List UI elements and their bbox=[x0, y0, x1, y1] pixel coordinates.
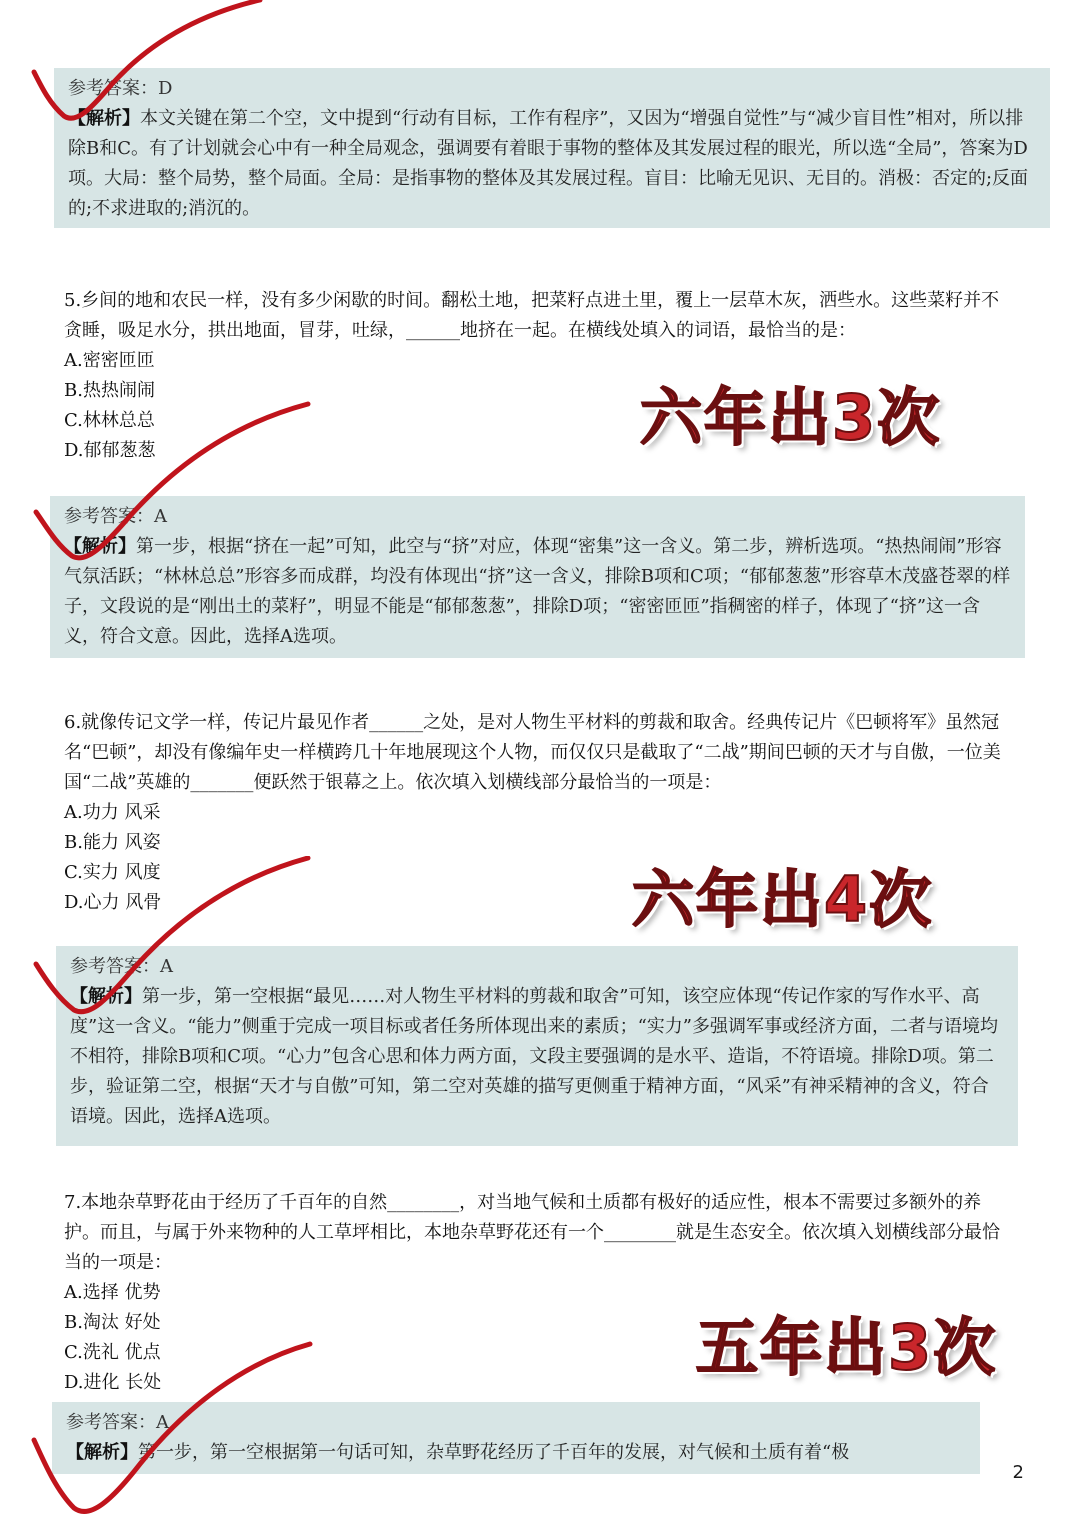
analysis-tag: 【解析】 bbox=[66, 1442, 138, 1463]
analysis-text bbox=[68, 104, 1036, 224]
frequency-stamp: 六年出3次 bbox=[640, 381, 942, 454]
analysis-text bbox=[66, 1438, 966, 1468]
analysis-body: 本文关键在第二个空，文中提到“行动有目标，工作有程序”，又因为“增强自觉性”与“减少盲目性”相对，所以排除B和C。有了计划就会心中有一种全局观念，强调要有着眼于事物的整体及其发展过程的眼光，所以选“全局”，答案为D项。大局：整个局势，整个局面。全局：是指事物的整体及其发展过程。盲目：比喻无见识、无目的。消极：否定的;反面的;不求进取的;消沉的。 bbox=[68, 108, 1029, 219]
analysis-body: 第一步，根据“挤在一起”可知，此空与“挤”对应，体现“密集”这一含义。第二步，辨析选项。“热热闹闹”形容气氛活跃；“林林总总”形容多而成群，均没有体现出“挤”这一含义，排除B项和C项；“郁郁葱葱”形容草木茂盛苍翠的样子，文段说的是“刚出土的菜籽”，明显不能是“郁郁葱葱”，排除D项；“密密匝匝”指稠密的样子，体现了“挤”这一含义，符合文意。因此，选择A选项。 bbox=[64, 536, 1011, 647]
reference-answer: 参考答案：D bbox=[68, 78, 173, 99]
frequency-stamp: 六年出4次 bbox=[632, 863, 934, 936]
analysis-text bbox=[70, 982, 1004, 1132]
analysis-body: 第一步，第一空根据第一句话可知，杂草野花经历了千百年的发展，对气候和土质有着“极 bbox=[138, 1442, 850, 1463]
option-b: B.能力 风姿 bbox=[64, 832, 161, 853]
answer-box-prev bbox=[54, 68, 1050, 228]
option-d: D.心力 风骨 bbox=[64, 892, 162, 913]
reference-answer: 参考答案：A bbox=[70, 956, 173, 977]
answer-box-7 bbox=[52, 1402, 980, 1474]
option-c: C.林林总总 bbox=[64, 410, 155, 431]
reference-answer: 参考答案：A bbox=[66, 1412, 169, 1433]
page-number: 2 bbox=[1012, 1462, 1024, 1483]
option-c: C.洗礼 优点 bbox=[64, 1342, 161, 1363]
option-a: A.选择 优势 bbox=[64, 1282, 161, 1303]
option-a: A.密密匝匝 bbox=[64, 350, 155, 371]
analysis-body: 第一步，第一空根据“最见……对人物生平材料的剪裁和取舍”可知，该空应体现“传记作家的写作水平、高度”这一含义。“能力”侧重于完成一项目标或者任务所体现出来的素质；“实力”多强调军事或经济方面，二者与语境均不相符，排除B项和C项。“心力”包含心思和体力两方面，文段主要强调的是水平、造诣，不符语境。排除D项。第二步，验证第二空，根据“天才与自傲”可知，第二空对英雄的描写更侧重于精神方面，“风采”有神采精神的含义，符合语境。因此，选择A选项。 bbox=[70, 986, 999, 1127]
frequency-stamp: 五年出3次 bbox=[696, 1311, 998, 1384]
analysis-tag: 【解析】 bbox=[68, 108, 140, 129]
option-d: D.郁郁葱葱 bbox=[64, 440, 156, 461]
answer-box-5 bbox=[50, 496, 1025, 658]
reference-answer: 参考答案：A bbox=[64, 506, 167, 527]
option-b: B.热热闹闹 bbox=[64, 380, 155, 401]
option-b: B.淘汰 好处 bbox=[64, 1312, 161, 1333]
question-stem: 5.乡间的地和农民一样，没有多少闲歇的时间。翻松土地，把菜籽点进土里，覆上一层草木灰，洒些水。这些菜籽并不贪睡，吸足水分，拱出地面，冒芽，吐绿，______地挤在一起。在横线处填入的词语，最恰当的是： bbox=[64, 290, 1000, 341]
option-a: A.功力 风采 bbox=[64, 802, 161, 823]
analysis-text bbox=[64, 532, 1011, 652]
analysis-tag: 【解析】 bbox=[70, 986, 142, 1007]
answer-box-6 bbox=[56, 946, 1018, 1146]
option-c: C.实力 风度 bbox=[64, 862, 161, 883]
question-stem: 7.本地杂草野花由于经历了千百年的自然________，对当地气候和土质都有极好的适应性，根本不需要过多额外的养护。而且，与属于外来物种的人工草坪相比，本地杂草野花还有一个________就是生态安全。依次填入划横线部分最恰当的一项是： bbox=[64, 1192, 1000, 1273]
question-stem: 6.就像传记文学一样，传记片最见作者______之处，是对人物生平材料的剪裁和取舍。经典传记片《巴顿将军》虽然冠名“巴顿”，却没有像编年史一样横跨几十年地展现这个人物，而仅仅只是截取了“二战”期间巴顿的天才与自傲，一位美国“二战”英雄的_______便跃然于银幕之上。依次填入划横线部分最恰当的一项是： bbox=[64, 712, 1001, 793]
analysis-tag: 【解析】 bbox=[64, 536, 136, 557]
option-d: D.进化 长处 bbox=[64, 1372, 162, 1393]
